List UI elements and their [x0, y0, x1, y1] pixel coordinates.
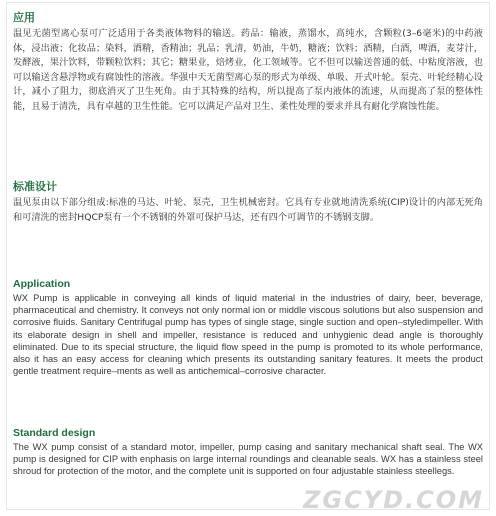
en-application-section [13, 278, 483, 377]
cn-application-text: 温见无菌型离心泵可广泛适用于各类液体物料的输送。药品：输液，蒸馏水，高纯水，含颗粒(3–6毫米)的中药液体，浸出液；化妆品；染料，酒精，香精油；乳品；乳清，奶油，牛奶，糖液；饮料；酒精，白酒，啤酒，麦芽汁，发酵液，果汁饮料，带颗粒饮料；其它；糖果业，焙烤业，化工领域等。它不但可以输送普通的低、中粘度溶液，也可以输送含悬浮物或有腐蚀性的溶液。华强中天无菌型离心泵的形式为单级、单吸、开式叶轮。泵壳、叶轮经精心设计，减小了阻力，彻底消灭了卫生死角。由于其特殊的结构，所以提高了泵内液体的流速，从而提高了泵的整体性能，且易于清洗，具有卓越的卫生性能。它可以满足产品对卫生、柔性处理的要求并具有耐化学腐蚀性能。 [13, 28, 483, 112]
site-watermark: ZGCYD.COM [302, 486, 484, 514]
cn-design-heading: 标准设计 [13, 180, 57, 193]
en-design-text: The WX pump consist of a standard motor, impeller, pump casing and sanitary mechanical shaft seal. The WX pump is designed for CIP with enphasis on large internal roundings and cleanable seals. WX has a stainless steel shroud for protection of the motor, and the complete unit is supported on four adjustable stainless steellegs. [13, 442, 483, 477]
cn-design-text: 温见泵由以下部分组成:标准的马达、叶轮、泵壳，卫生机械密封。它具有专业就地清洗系统(CIP)设计的内部无死角和可清洗的密封HQCP泵有一个不锈钢的外罩可保护马达，还有四个可调节的不锈钢支脚。 [13, 197, 483, 223]
en-design-heading: Standard design [13, 427, 96, 439]
en-application-heading: Application [13, 278, 71, 290]
cn-design-section [13, 180, 483, 225]
en-design-section [13, 427, 483, 478]
en-application-text: WX Pump is applicable in conveying all kinds of liquid material in the industries of dairy, beer, beverage, pharmaceutical and chemistry. It conveys not only normal ion or middle viscous solutions but also suspension and corrosive fluids. Sanitary Centrifugal pump has types of single stage, single suction and open–styledimpeller. With its elaborate design in shell and impeller, resistance is reduced and unhygienic dead angle is thoroughly eliminated. Due to its special structure, the liquid flow speed in the pump is promoted to its whole performance, also it has an easy access for cleaning which presents its outstanding sanitary features. It meets the product gentle treatment require–ments as well as antichemical–corrosive character. [13, 293, 483, 377]
cn-application-heading: 应用 [13, 11, 35, 24]
cn-application-section [13, 11, 483, 115]
